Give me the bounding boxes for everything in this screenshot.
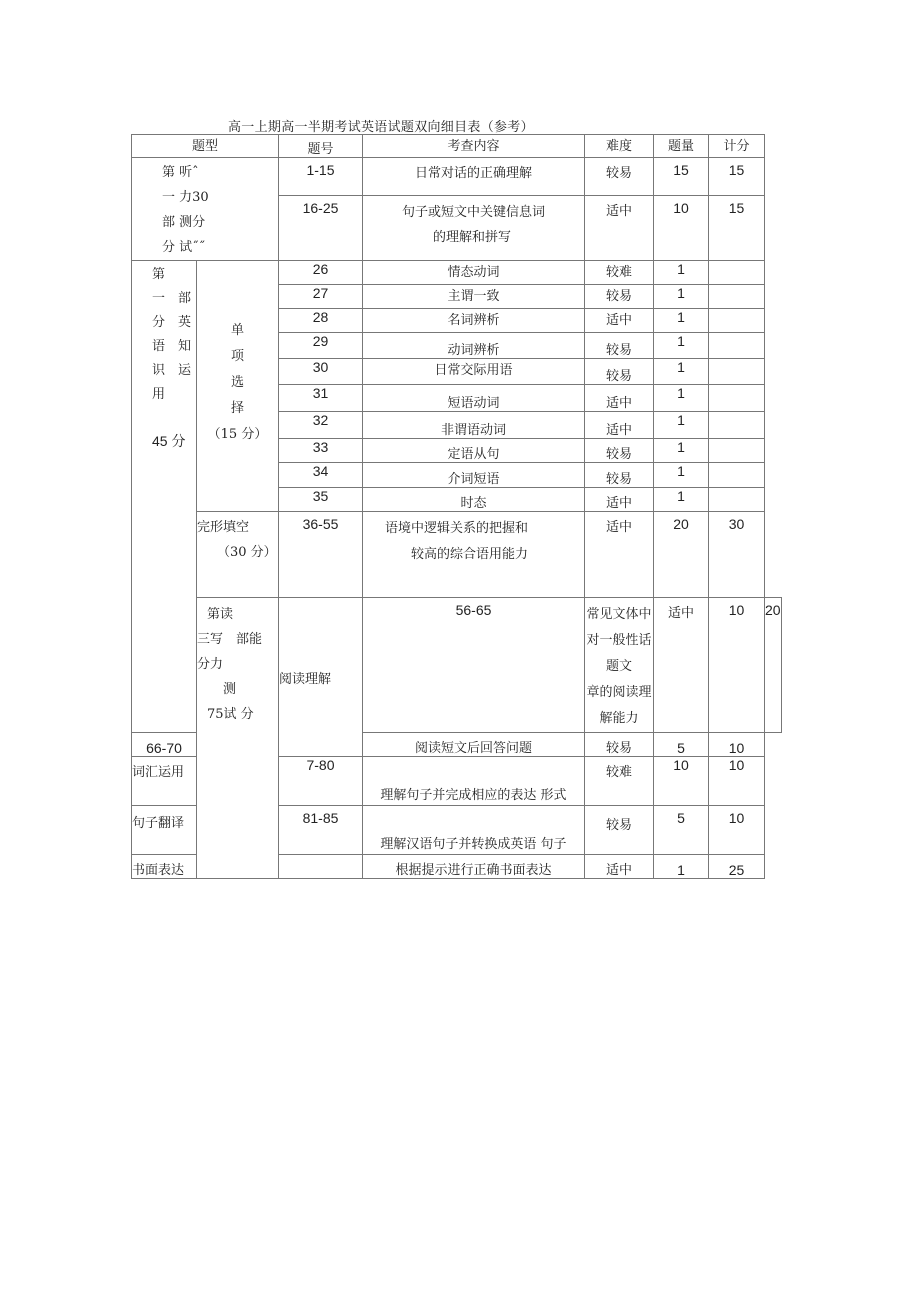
count-cell: 1 <box>654 309 709 333</box>
number-cell: 81-85 <box>279 806 363 855</box>
count-cell: 10 <box>709 598 765 733</box>
difficulty-cell: 适中 <box>654 598 709 733</box>
content-cell: 非谓语动词 <box>363 412 585 439</box>
number-cell: 27 <box>279 285 363 309</box>
cloze-label: 完形填空 （30 分） <box>197 512 279 598</box>
difficulty-cell: 适中 <box>585 488 654 512</box>
score-cell <box>709 385 765 412</box>
count-cell: 10 <box>654 757 709 806</box>
count-cell: 1 <box>654 439 709 463</box>
difficulty-cell: 适中 <box>585 309 654 333</box>
score-cell <box>709 359 765 385</box>
content-cell: 介词短语 <box>363 463 585 488</box>
header-difficulty: 难度 <box>585 135 654 158</box>
difficulty-cell: 较易 <box>585 285 654 309</box>
score-cell: 15 <box>709 158 765 196</box>
part1-label: 第 听ˆ 一 力30 部 测分 分 试˝˝ <box>132 158 279 261</box>
content-cell: 动词辨析 <box>363 333 585 359</box>
content-cell: 根据提示进行正确书面表达 <box>363 855 585 879</box>
vocab-label: 词汇运用 <box>132 757 197 806</box>
difficulty-cell: 较易 <box>585 333 654 359</box>
difficulty-cell: 较易 <box>585 806 654 855</box>
header-type: 题型 <box>132 135 279 158</box>
count-cell: 1 <box>654 412 709 439</box>
score-cell <box>709 463 765 488</box>
difficulty-cell: 适中 <box>585 512 654 598</box>
content-cell: 理解汉语句子并转换成英语 句子 <box>363 806 585 855</box>
content-cell: 句子或短文中关键信息词 的理解和拼写 <box>363 195 585 260</box>
header-score: 计分 <box>709 135 765 158</box>
content-cell: 语境中逻辑关系的把握和 较高的综合语用能力 <box>363 512 585 598</box>
table-row <box>132 261 782 285</box>
count-cell: 1 <box>654 855 709 879</box>
number-cell: 32 <box>279 412 363 439</box>
difficulty-cell: 适中 <box>585 195 654 260</box>
difficulty-cell: 较易 <box>585 733 654 757</box>
difficulty-cell: 较易 <box>585 463 654 488</box>
score-cell: 15 <box>709 195 765 260</box>
score-cell: 30 <box>709 512 765 598</box>
table-row <box>132 512 782 598</box>
number-cell: 33 <box>279 439 363 463</box>
table-row <box>132 158 782 196</box>
number-cell: 34 <box>279 463 363 488</box>
number-cell <box>279 855 363 879</box>
number-cell: 66-70 <box>132 733 197 757</box>
number-cell: 30 <box>279 359 363 385</box>
content-cell: 日常对话的正确理解 <box>363 158 585 196</box>
content-cell: 主谓一致 <box>363 285 585 309</box>
count-cell: 5 <box>654 733 709 757</box>
number-cell: 29 <box>279 333 363 359</box>
count-cell: 1 <box>654 359 709 385</box>
difficulty-cell: 较难 <box>585 757 654 806</box>
number-cell: 31 <box>279 385 363 412</box>
writing-label: 书面表达 <box>132 855 197 879</box>
number-cell: 28 <box>279 309 363 333</box>
count-cell: 5 <box>654 806 709 855</box>
part2-label: 第 一 部 分 英 语 知 识 运 用 45 分 <box>132 261 197 733</box>
count-cell: 1 <box>654 463 709 488</box>
count-cell: 1 <box>654 285 709 309</box>
number-cell: 36-55 <box>279 512 363 598</box>
reading-label: 阅读理解 <box>279 598 363 757</box>
header-number: 题号 <box>279 135 363 158</box>
content-cell: 理解句子并完成相应的表达 形式 <box>363 757 585 806</box>
count-cell: 1 <box>654 261 709 285</box>
count-cell: 15 <box>654 158 709 196</box>
score-cell <box>709 439 765 463</box>
difficulty-cell: 适中 <box>585 855 654 879</box>
difficulty-cell: 适中 <box>585 412 654 439</box>
content-cell: 时态 <box>363 488 585 512</box>
count-cell: 20 <box>654 512 709 598</box>
score-cell <box>709 412 765 439</box>
number-cell: 16-25 <box>279 195 363 260</box>
content-cell: 短语动词 <box>363 385 585 412</box>
difficulty-cell: 适中 <box>585 385 654 412</box>
score-cell: 20 <box>765 598 782 733</box>
part3-label: 第读 三写 部能 分力 测 75试 分 <box>197 598 279 879</box>
count-cell: 1 <box>654 488 709 512</box>
score-cell <box>709 309 765 333</box>
difficulty-cell: 较难 <box>585 261 654 285</box>
number-cell: 26 <box>279 261 363 285</box>
difficulty-cell: 较易 <box>585 439 654 463</box>
count-cell: 1 <box>654 385 709 412</box>
score-cell: 10 <box>709 733 765 757</box>
number-cell: 35 <box>279 488 363 512</box>
content-cell: 日常交际用语 <box>363 359 585 385</box>
score-cell: 10 <box>709 806 765 855</box>
score-cell <box>709 285 765 309</box>
score-cell: 10 <box>709 757 765 806</box>
score-cell <box>709 488 765 512</box>
translation-label: 句子翻译 <box>132 806 197 855</box>
header-row <box>132 135 782 158</box>
header-content: 考查内容 <box>363 135 585 158</box>
difficulty-cell: 较易 <box>585 158 654 196</box>
header-count: 题量 <box>654 135 709 158</box>
spec-table <box>131 134 782 879</box>
page-title: 高一上期高一半期考试英语试题双向细目表（参考） <box>228 120 534 135</box>
score-cell <box>709 261 765 285</box>
single-choice-label: 单 项 选 择 （15 分） <box>197 261 279 512</box>
number-cell: 7-80 <box>279 757 363 806</box>
content-cell: 名词辨析 <box>363 309 585 333</box>
score-cell: 25 <box>709 855 765 879</box>
content-cell: 定语从句 <box>363 439 585 463</box>
content-cell: 情态动词 <box>363 261 585 285</box>
table-row <box>132 598 782 733</box>
number-cell: 1-15 <box>279 158 363 196</box>
score-cell <box>709 333 765 359</box>
content-cell: 阅读短文后回答问题 <box>363 733 585 757</box>
count-cell: 1 <box>654 333 709 359</box>
count-cell: 10 <box>654 195 709 260</box>
number-cell: 56-65 <box>363 598 585 733</box>
content-cell: 常见文体中对一般性话题文 章的阅读理解能力 <box>585 598 654 733</box>
difficulty-cell: 较易 <box>585 359 654 385</box>
